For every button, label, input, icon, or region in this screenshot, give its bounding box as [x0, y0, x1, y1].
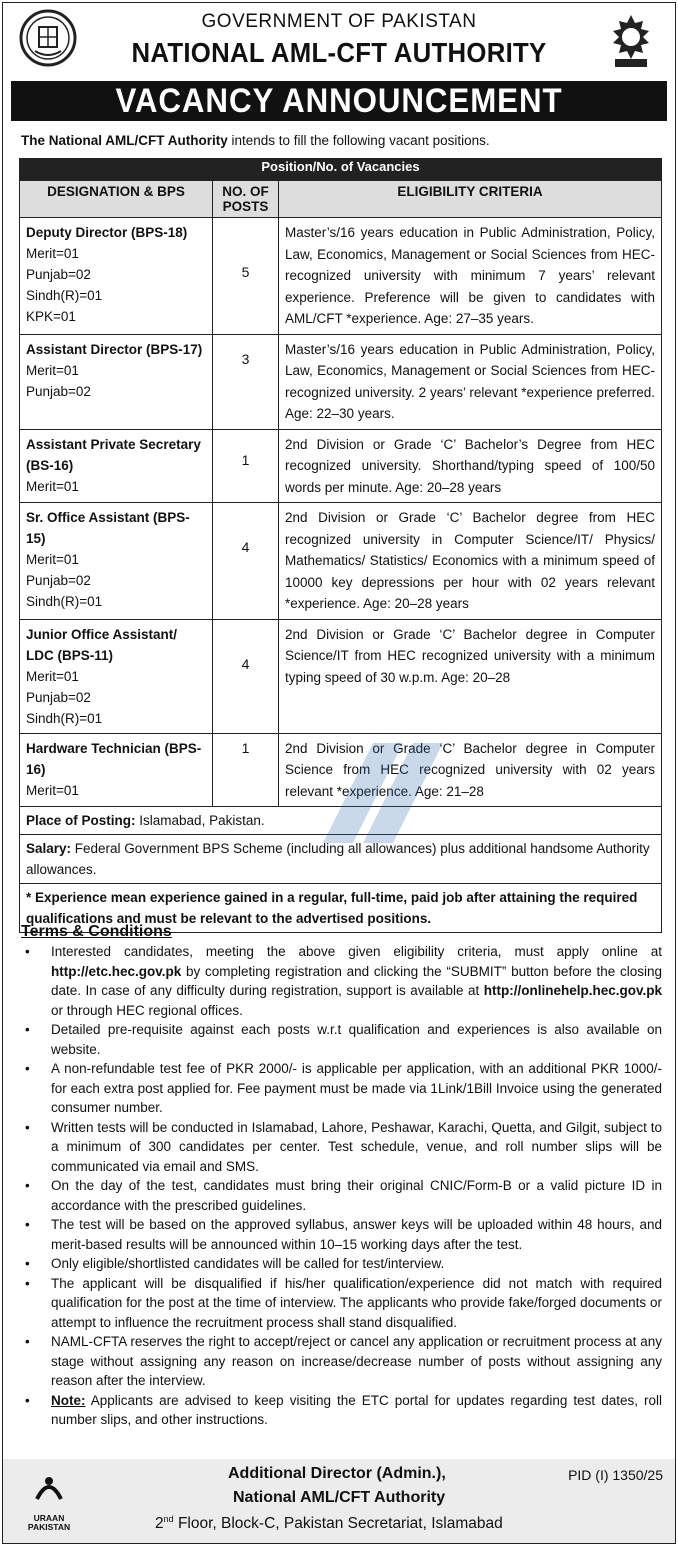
pakistan-text: PAKISTAN	[27, 1522, 71, 1532]
salary-row	[20, 835, 662, 884]
table-caption: Position/No. of Vacancies	[20, 159, 662, 181]
designation-title: Junior Office Assistant/ LDC (BPS-11)	[26, 626, 178, 663]
pid-number: PID (I) 1350/25	[568, 1467, 663, 1483]
authority-title: NATIONAL AML-CFT AUTHORITY	[131, 37, 547, 68]
designation-cell	[20, 218, 213, 335]
quota: Punjab=02	[26, 383, 91, 399]
vacancy-advertisement	[2, 2, 676, 1544]
quota: Merit=01	[26, 362, 79, 378]
address-text: Floor, Block-C, Pakistan Secretariat, Islamabad	[173, 1515, 503, 1533]
posts-count: 3	[213, 334, 279, 429]
table-row	[20, 733, 662, 807]
footer-authority: National AML/CFT Authority	[233, 1489, 446, 1506]
col-posts: NO. OF POSTS	[213, 181, 279, 218]
term-text: or through HEC regional offices.	[51, 1002, 243, 1018]
posting-row	[20, 807, 662, 835]
terms-list	[21, 942, 662, 1430]
designation-cell	[20, 334, 213, 429]
onlinehelp-link[interactable]: http://onlinehelp.hec.gov.pk	[483, 983, 662, 998]
eligibility-criteria: 2nd Division or Grade ‘C’ Bachelor degree from HEC recognized university in Computer Science/IT/ Physics/ Mathematics/ Statistics/ Economics with a minimum speed of 10000 key depressions per hour with 02 years relevant *experience. Age: 20–28 years	[279, 503, 662, 620]
designation-title: Assistant Director (BPS-17)	[26, 341, 203, 357]
header	[3, 3, 675, 81]
quota: Sindh(R)=01	[26, 710, 103, 726]
posting-label: Place of Posting:	[26, 813, 136, 828]
list-item: • Written tests will be conducted in Islamabad, Lahore, Peshawar, Karachi, Quetta, and Gilgit, subject to a minimum of 300 candidates per center. Test schedule, venue, and roll number slips will be communicated via email and SMS.	[51, 1118, 662, 1177]
eligibility-criteria: Master’s/16 years education in Public Administration, Policy, Law, Economics, Management or Social Sciences from HEC-recognized university with minimum 7 years’ relevant experience. Preference will be given to candidates with AML/CFT *experience. Age: 27–35 years.	[279, 218, 662, 335]
list-item: • The test will be based on the approved syllabus, answer keys will be uploaded within 48 hours, and merit-based results will be announced within 10–15 working days after the test.	[51, 1215, 662, 1254]
quota: Merit=01	[26, 668, 79, 684]
intro-text	[21, 133, 490, 148]
salary	[20, 835, 662, 884]
designation-cell	[20, 503, 213, 620]
quota: Punjab=02	[26, 267, 91, 282]
vacancy-table	[19, 158, 662, 933]
term-text: Interested candidates, meeting the above given eligibility criteria, must apply online at	[51, 944, 662, 959]
col-designation: DESIGNATION & BPS	[20, 181, 213, 218]
table-row	[20, 503, 662, 620]
uraan-text: URAAN	[33, 1513, 65, 1523]
quota: Sindh(R)=01	[26, 288, 103, 303]
intro-rest: intends to fill the following vacant positions.	[227, 133, 490, 148]
designation-title: Assistant Private Secretary (BS-16)	[26, 436, 201, 473]
quota: Punjab=02	[26, 689, 91, 705]
posts-count: 5	[213, 218, 279, 335]
designation-title: Sr. Office Assistant (BPS-15)	[26, 510, 190, 546]
table-row	[20, 334, 662, 429]
footer	[3, 1459, 675, 1543]
eligibility-criteria: Master’s/16 years education in Public Administration, Policy, Law, Economics, Management or Social Sciences from HEC-recognized university. 2 years’ relevant *experience preferred. Age: 22–30 years.	[279, 334, 662, 429]
list-item	[51, 942, 662, 1020]
table-row	[20, 619, 662, 733]
etc-portal-link[interactable]: http://etc.hec.gov.pk	[51, 963, 182, 979]
table-caption-row	[20, 159, 662, 181]
quota: Merit=01	[26, 478, 79, 494]
eligibility-criteria: 2nd Division or Grade ‘C’ Bachelor’s Degree from HEC recognized university. Shorthand/typing speed of 100/50 words per minute. Age: 20–28 years	[279, 429, 662, 503]
table-row	[20, 429, 662, 503]
posts-count: 4	[213, 503, 279, 620]
quota: Merit=01	[26, 246, 79, 261]
posts-count: 1	[213, 733, 279, 807]
quota: KPK=01	[26, 309, 76, 324]
term-text: by completing registration and clicking the “SUBMIT” button before the closing date. In case of any difficulty during registration, support is available at	[51, 963, 662, 998]
footer-address	[155, 1514, 503, 1533]
uraan-pakistan-logo	[19, 1469, 79, 1535]
designation-cell	[20, 429, 213, 503]
list-item: • Detailed pre-requisite against each posts w.r.t qualification and experiences is also available on website.	[51, 1020, 662, 1059]
eligibility-criteria: 2nd Division or Grade ‘C’ Bachelor degree in Computer Science/IT from HEC recognized university with a minimum typing speed of 30 w.p.m. Age: 20–28	[279, 619, 662, 733]
vacancy-banner	[11, 81, 667, 121]
uraan-logo-icon	[29, 1469, 69, 1509]
list-item: • NAML-CFTA reserves the right to accept/reject or cancel any application or recruitment process at any stage without assigning any reason on increase/decrease number of posts without assigning any reason after the interview.	[51, 1332, 662, 1391]
table-header-row	[20, 181, 662, 218]
salary-value: Federal Government BPS Scheme (including all allowances) plus additional handsome Authority allowances.	[26, 841, 650, 877]
note-label: Note:	[51, 1392, 86, 1408]
experience-note: * Experience mean experience gained in a regular, full-time, paid job after attaining the required qualifications and must be relevant to the advertised positions.	[20, 884, 662, 933]
designation-title: Deputy Director (BPS-18)	[26, 225, 188, 240]
floor-suffix: nd	[163, 1514, 174, 1524]
salary-label: Salary:	[26, 841, 72, 856]
intro-org: The National AML/CFT Authority	[21, 133, 228, 148]
eligibility-criteria: 2nd Division or Grade ‘C’ Bachelor degree in Computer Science from HEC recognized university with 02 years relevant *experience. Age: 21–28	[279, 733, 662, 807]
posting-value: Islamabad, Pakistan.	[135, 813, 265, 828]
posts-count: 1	[213, 429, 279, 503]
list-item: • A non-refundable test fee of PKR 2000/- is applicable per application, with an additional PKR 1000/- for each extra post applied for. Fee payment must be made via 1Link/1Bill Invoice using the generated consumer number.	[51, 1059, 662, 1118]
footer-designation: Additional Director (Admin.),	[228, 1465, 446, 1482]
list-item: • On the day of the test, candidates must bring their original CNIC/Form-B or a valid picture ID in accordance with the prescribed guidelines.	[51, 1176, 662, 1215]
terms-heading: Terms & Conditions	[21, 923, 172, 940]
banner-text: VACANCY ANNOUNCEMENT	[115, 82, 563, 120]
floor-number: 2	[155, 1515, 164, 1533]
table-row	[20, 218, 662, 335]
hec-logo-icon	[601, 11, 661, 71]
quota: Merit=01	[26, 782, 79, 798]
quota: Merit=01	[26, 552, 79, 567]
note-text: Applicants are advised to keep visiting the ETC portal for updates regarding test dates, roll number slips, and other instructions.	[51, 1392, 662, 1427]
government-title: GOVERNMENT OF PAKISTAN	[201, 11, 477, 32]
designation-title: Hardware Technician (BPS-16)	[26, 740, 202, 777]
col-criteria: ELIGIBILITY CRITERIA	[279, 181, 662, 218]
quota: Sindh(R)=01	[26, 594, 103, 609]
designation-cell	[20, 619, 213, 733]
place-of-posting	[20, 807, 662, 835]
posts-count: 4	[213, 619, 279, 733]
list-item: • Only eligible/shortlisted candidates will be called for test/interview.	[51, 1254, 662, 1274]
designation-cell	[20, 733, 213, 807]
list-item	[51, 1391, 662, 1430]
quota: Punjab=02	[26, 573, 91, 588]
list-item: • The applicant will be disqualified if his/her qualification/experience did not match with required qualification for the post at the time of interview. The applicants who provide fake/forged documents or attempt to influence the recruitment process shall stand disqualified.	[51, 1274, 662, 1333]
